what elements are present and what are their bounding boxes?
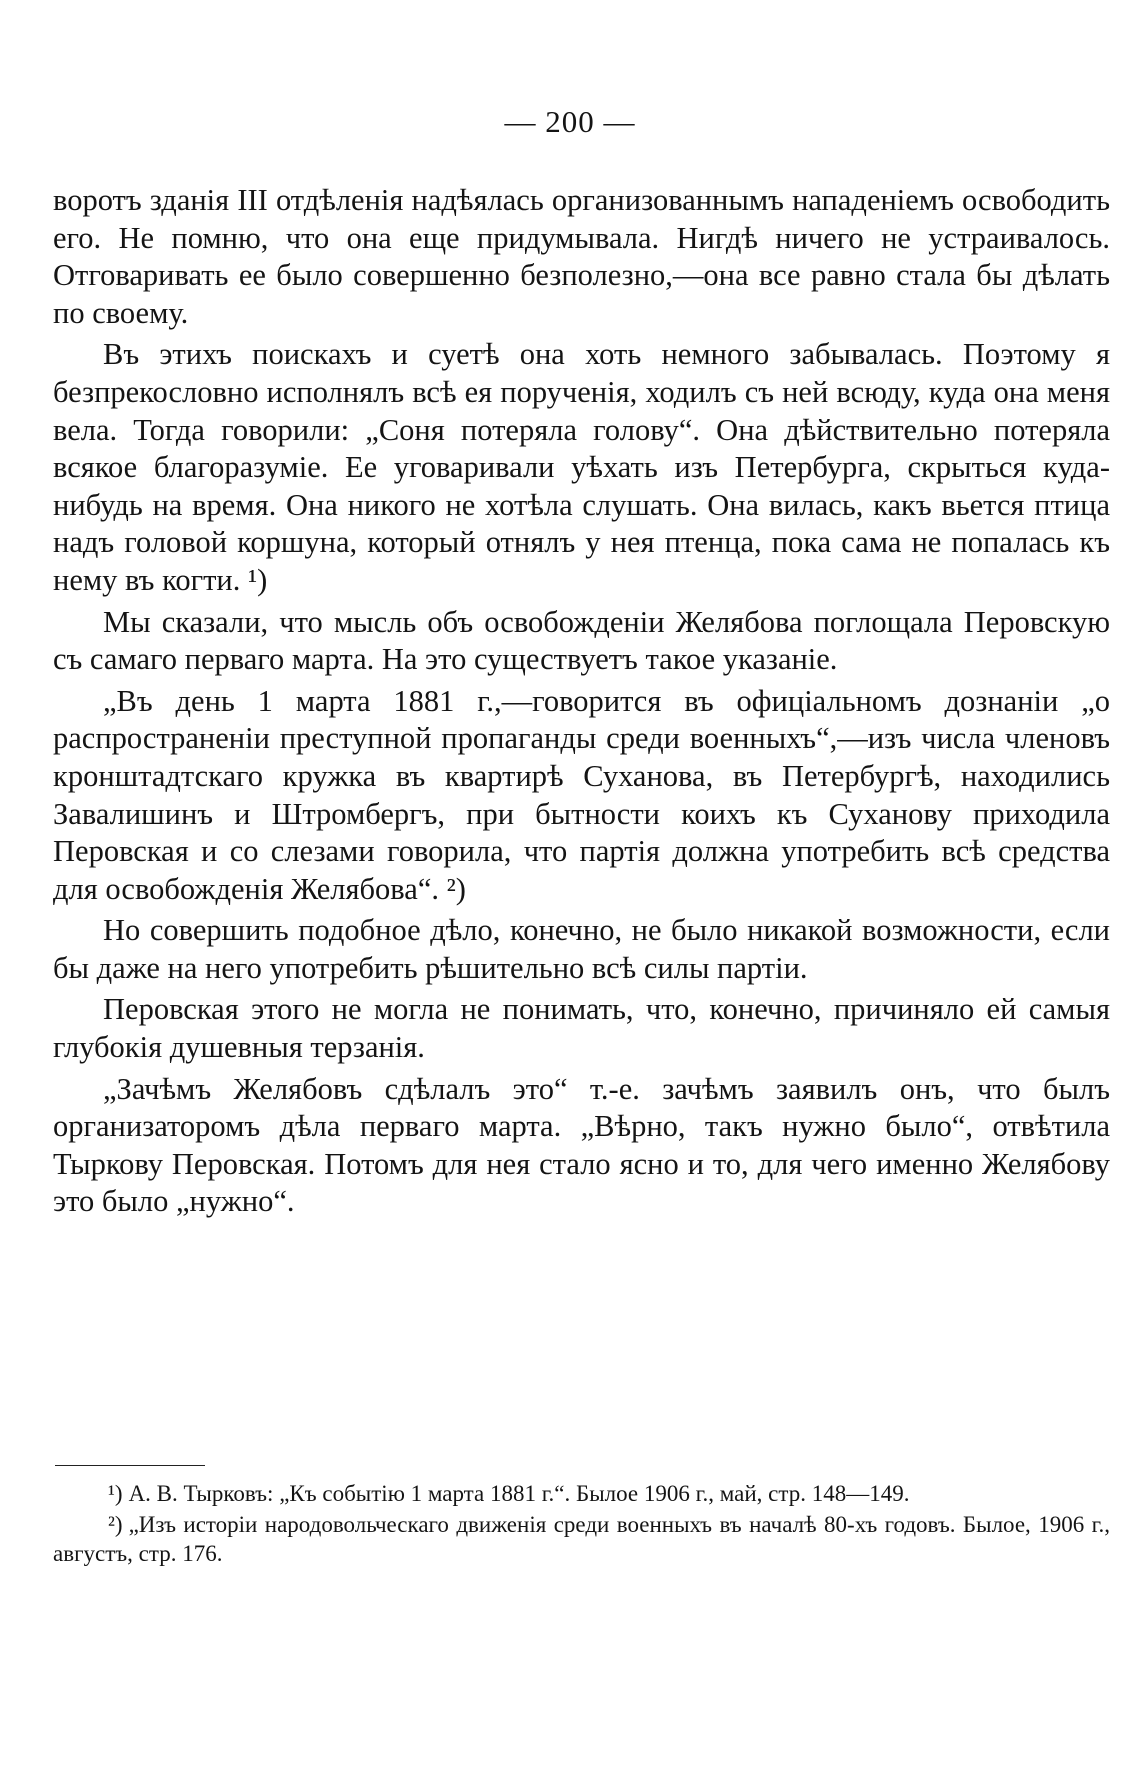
body-text — [53, 182, 1110, 1225]
footnote-1 — [53, 1479, 1110, 1508]
footnote-2-mark: ²) — [108, 1512, 123, 1537]
paragraph-6: Перовская этого не могла не понимать, что, конечно, причиняло ей самыя глубокія душевныя терзанія. — [53, 992, 1110, 1065]
footnote-1-mark: ¹) — [108, 1481, 123, 1506]
footnote-divider — [55, 1465, 205, 1466]
footnote-2-text: „Изъ исторіи народовольческаго движенія среди военныхъ въ началѣ 80-хъ годовъ. Былое, 1906 г., августъ, стр. 176. — [53, 1512, 1110, 1566]
paragraph-5: Но совершить подобное дѣло, конечно, не было никакой возможности, если бы даже на него употребить рѣшительно всѣ силы партіи. — [53, 913, 1110, 985]
paragraph-2: Въ этихъ поискахъ и суетѣ она хоть немного забывалась. Поэтому я безпрекословно исполнялъ всѣ ея порученія, ходилъ съ ней всюду, куда она меня вела. Тогда говорили: „Соня потеряла голову“. Она дѣйствительно потеряла всякое благоразуміе. Ее уговаривали уѣхать изъ Петербурга, скрыться куда-нибудь на время. Она никого не хотѣла слушать. Она вилась, какъ вьется птица надъ головой коршуна, который отнялъ у нея птенца, пока сама не попалась къ нему въ когти. ¹) — [53, 337, 1110, 597]
footnote-1-text: А. В. Тырковъ: „Къ событію 1 марта 1881 г.“. Былое 1906 г., май, стр. 148—149. — [128, 1481, 910, 1506]
paragraph-3: Мы сказали, что мысль объ освобожденіи Желябова поглощала Перовскую съ самаго перваго марта. На это существуетъ такое указаніе. — [53, 604, 1110, 677]
paragraph-1: воротъ зданія III отдѣленія надѣялась организованнымъ нападеніемъ освободить его. Не помню, что она еще придумывала. Нигдѣ ничего не устраивалось. Отговаривать ее было совершенно безполезно,—она все равно стала бы дѣлать по своему. — [53, 183, 1110, 330]
page-number: — 200 — — [504, 104, 636, 139]
footnotes — [53, 1479, 1110, 1570]
paragraph-4-quote: „Въ день 1 марта 1881 г.,—говорится въ офиціальномъ дознаніи „о распространеніи преступной пропаганды среди военныхъ“,—изъ числа членовъ кронштадтскаго кружка въ квартирѣ Суханова, въ Петербургѣ, находились Завалишинъ и Штромбергъ, при бытности коихъ къ Суханову приходила Перовская и со слезами говорила, что партія должна употребить всѣ средства для освобожденія Желябова“. ²) — [53, 683, 1110, 906]
footnote-2 — [53, 1510, 1110, 1568]
paragraph-7: „Зачѣмъ Желябовъ сдѣлалъ это“ т.-е. зачѣмъ заявилъ онъ, что былъ организаторомъ дѣла перваго марта. „Вѣрно, такъ нужно было“, отвѣтила Тыркову Перовская. Потомъ для нея стало ясно и то, для чего именно Желябову это было „нужно“. — [53, 1071, 1110, 1219]
